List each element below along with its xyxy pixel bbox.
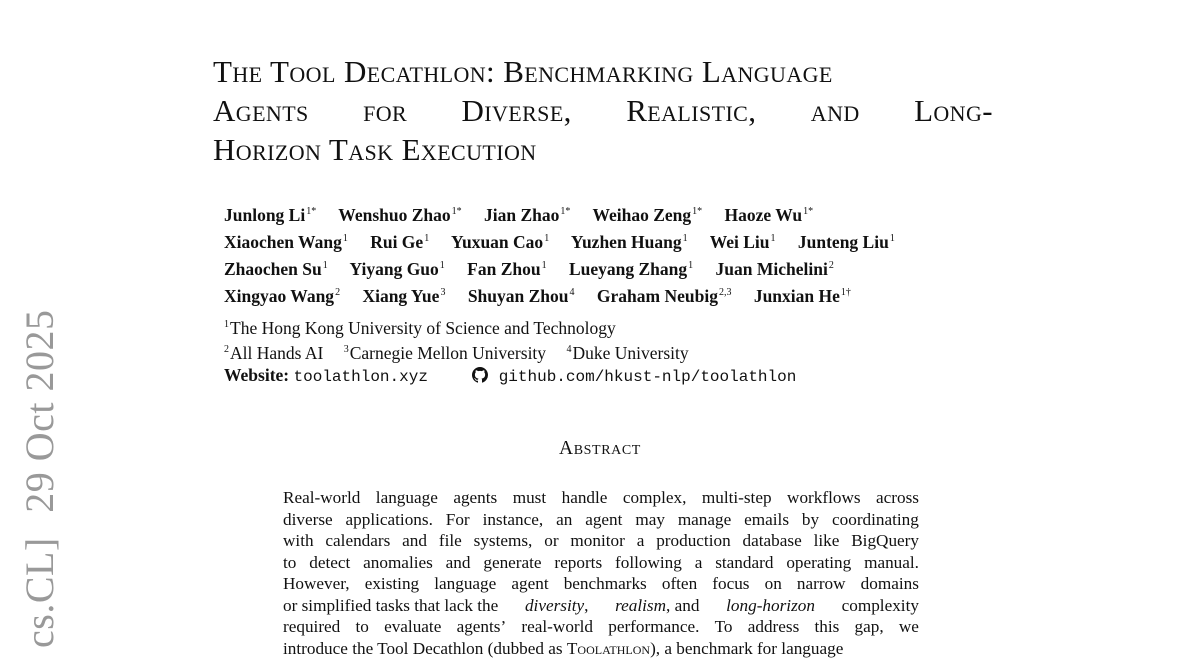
abstract-word: evaluate [384,616,441,638]
title-word: Realistic, [626,91,756,130]
abstract-word: this [814,616,839,638]
affiliation-name: The Hong Kong University of Science and Technology [230,318,616,338]
author [224,259,328,279]
abstract-word: required [283,616,340,638]
author [362,286,445,306]
abstract-word: database [743,530,802,552]
author [467,259,546,279]
author-line-2 [224,227,913,254]
author-name: Jian Zhao [484,205,559,225]
abstract-word: domains [861,573,919,595]
abstract-word: manual. [864,552,919,574]
abstract-body [283,487,919,659]
author-line-1 [224,200,913,227]
author-mark: 3 [440,287,445,298]
website-label: Website: [224,365,289,385]
author-name: Haoze Wu [725,205,803,225]
abstract-word: like [814,530,840,552]
author [597,286,732,306]
abstract-word: on [765,573,782,595]
author [484,205,570,225]
author-mark: 1* [452,206,462,217]
abstract-word: real-world [521,616,593,638]
author-name: Junteng Liu [798,232,889,252]
author [349,259,444,279]
author-name: Wenshuo Zhao [338,205,450,225]
abstract-word: or [544,530,558,552]
author-name: Junlong Li [224,205,305,225]
abstract-word: by [802,509,819,531]
title-word: Diverse, [461,91,571,130]
title-line-3: Horizon Task Execution [213,130,993,169]
abstract-word: narrow [797,573,846,595]
author [571,232,688,252]
author-mark: 1* [306,206,316,217]
affiliation-name: Carnegie Mellon University [350,343,546,363]
abstract-word: complex, [623,487,686,509]
title-word: Agents [213,91,309,130]
author-mark: 2,3 [719,287,732,298]
author-mark: 1† [841,287,851,298]
abstract-line-8 [283,638,919,659]
abstract-word: multi-step [702,487,772,509]
abstract-word: standard [715,552,773,574]
abstract-word: handle [562,487,608,509]
github-icon [472,367,488,383]
author [716,259,834,279]
affiliation-line-1 [224,314,796,339]
abstract-line-6: or simplified tasks that lack the diversity, realism, and long-horizon complexity [283,595,919,617]
author [798,232,895,252]
author-name: Shuyan Zhou [468,286,569,306]
abstract-line [283,509,919,531]
github-link[interactable]: github.com/hkust-nlp/toolathlon [499,368,797,386]
author-name: Zhaochen Su [224,259,322,279]
author-mark: 1 [771,233,776,244]
author-mark: 1* [803,206,813,217]
abstract-word: may [635,509,665,531]
abstract-word: a [637,530,645,552]
abstract-word: applications. [346,509,433,531]
abstract-word: agents’ [457,616,507,638]
title-word: Long- [914,91,993,130]
abstract-word: and [446,552,471,574]
abstract-word: generate [483,552,541,574]
abstract-word: production [656,530,730,552]
paper-title [213,52,993,169]
author-mark: 1 [890,233,895,244]
abstract-heading: Abstract [0,438,1200,460]
abstract-word: workflows [787,487,861,509]
abstract-word: to [283,552,296,574]
abstract-word: agent [511,573,548,595]
abstract-line [283,573,919,595]
benchmark-name: Toolathlon [567,639,650,658]
author [338,205,461,225]
abstract-word: manage [678,509,731,531]
website-link[interactable]: toolathlon.xyz [294,368,428,386]
abstract-word: diverse [283,509,333,531]
abstract-text: complexity [842,595,919,617]
author [224,286,340,306]
abstract-word: address [748,616,800,638]
abstract-word: must [513,487,546,509]
abstract-word: Real-world [283,487,360,509]
abstract-word: performance. [608,616,699,638]
abstract-word: anomalies [363,552,433,574]
abstract-line [283,530,919,552]
abstract-word: agent [585,509,622,531]
author-mark: 1 [542,260,547,271]
abstract-word: systems, [474,530,533,552]
abstract-word: gap, [855,616,884,638]
author-mark: 1 [424,233,429,244]
affiliation-mark: 4 [566,344,571,355]
abstract-text: or simplified tasks that lack the [283,595,498,617]
author [468,286,575,306]
author [569,259,693,279]
abstract-word: instance, [483,509,544,531]
abstract-word: a [695,552,703,574]
abstract-word: an [556,509,572,531]
abstract-word: agents [453,487,497,509]
affiliation-mark: 1 [224,319,229,330]
abstract-word: and [402,530,427,552]
author [224,205,316,225]
title-word: for [363,91,407,130]
author-name: Wei Liu [710,232,770,252]
author-mark: 1 [688,260,693,271]
abstract-word: operating [786,552,851,574]
author-mark: 1 [544,233,549,244]
abstract-word: file [439,530,462,552]
author-name: Yuzhen Huang [571,232,682,252]
author-mark: 1 [323,260,328,271]
abstract-text: introduce the Tool Decathlon (dubbed as [283,639,563,658]
abstract-word: BigQuery [851,530,919,552]
abstract-emphasis: realism [615,596,666,615]
title-line-1: The Tool Decathlon: Benchmarking Language [213,52,993,91]
author [451,232,549,252]
author [592,205,702,225]
affiliation-mark: 3 [344,344,349,355]
abstract-word: language [376,487,438,509]
author-mark: 1 [683,233,688,244]
affiliation-name: All Hands AI [230,343,323,363]
abstract-emphasis: diversity [525,596,584,615]
abstract-word: reports [554,552,602,574]
author-name: Yuxuan Cao [451,232,543,252]
abstract-word: focus [712,573,749,595]
author-name: Yiyang Guo [349,259,438,279]
abstract-word: to [355,616,368,638]
abstract-word: across [876,487,919,509]
abstract-line [283,487,919,509]
author-mark: 1 [440,260,445,271]
author-name: Graham Neubig [597,286,718,306]
author-line-4 [224,281,913,308]
title-line-2 [213,91,993,130]
author-name: Weihao Zeng [592,205,691,225]
author-mark: 1* [560,206,570,217]
affiliation-mark: 2 [224,344,229,355]
author-name: Xiang Yue [362,286,439,306]
author-name: Xiaochen Wang [224,232,342,252]
author-name: Lueyang Zhang [569,259,687,279]
abstract-word: calendars [325,530,390,552]
author [754,286,851,306]
affiliation-line-2 [224,339,796,364]
author-line-3 [224,254,913,281]
author [224,232,348,252]
abstract-word: often [662,573,697,595]
affiliation-name: Duke University [572,343,688,363]
abstract-word: language [434,573,496,595]
abstract-word: emails [744,509,789,531]
abstract-emphasis: long-horizon [726,595,815,617]
arxiv-date: 29 Oct 2025 [17,309,62,512]
author [725,205,814,225]
affiliation-block [224,314,796,388]
abstract-word: monitor [570,530,624,552]
abstract-word: For [446,509,470,531]
abstract-word: we [899,616,919,638]
abstract-word: existing [365,573,419,595]
author-name: Xingyao Wang [224,286,334,306]
author [370,232,429,252]
abstract-word: following [615,552,682,574]
abstract-line [283,552,919,574]
links-line [224,364,796,388]
author-list [224,200,913,308]
abstract-word: coordinating [832,509,919,531]
arxiv-side-stamp [20,295,60,648]
author-mark: 4 [570,287,575,298]
arxiv-category: cs.CL] [17,537,62,648]
author-name: Fan Zhou [467,259,540,279]
abstract-word: detect [309,552,350,574]
abstract-word: However, [283,573,350,595]
author [710,232,776,252]
author-mark: 2 [829,260,834,271]
title-word: and [811,91,860,130]
author-name: Junxian He [754,286,840,306]
abstract-line [283,616,919,638]
abstract-word: benchmarks [564,573,647,595]
author-mark: 1* [692,206,702,217]
abstract-word: To [715,616,733,638]
author-mark: 1 [343,233,348,244]
author-name: Rui Ge [370,232,423,252]
author-mark: 2 [335,287,340,298]
abstract-word: with [283,530,314,552]
abstract-text: ), a benchmark for language [650,639,843,658]
author-name: Juan Michelini [716,259,828,279]
